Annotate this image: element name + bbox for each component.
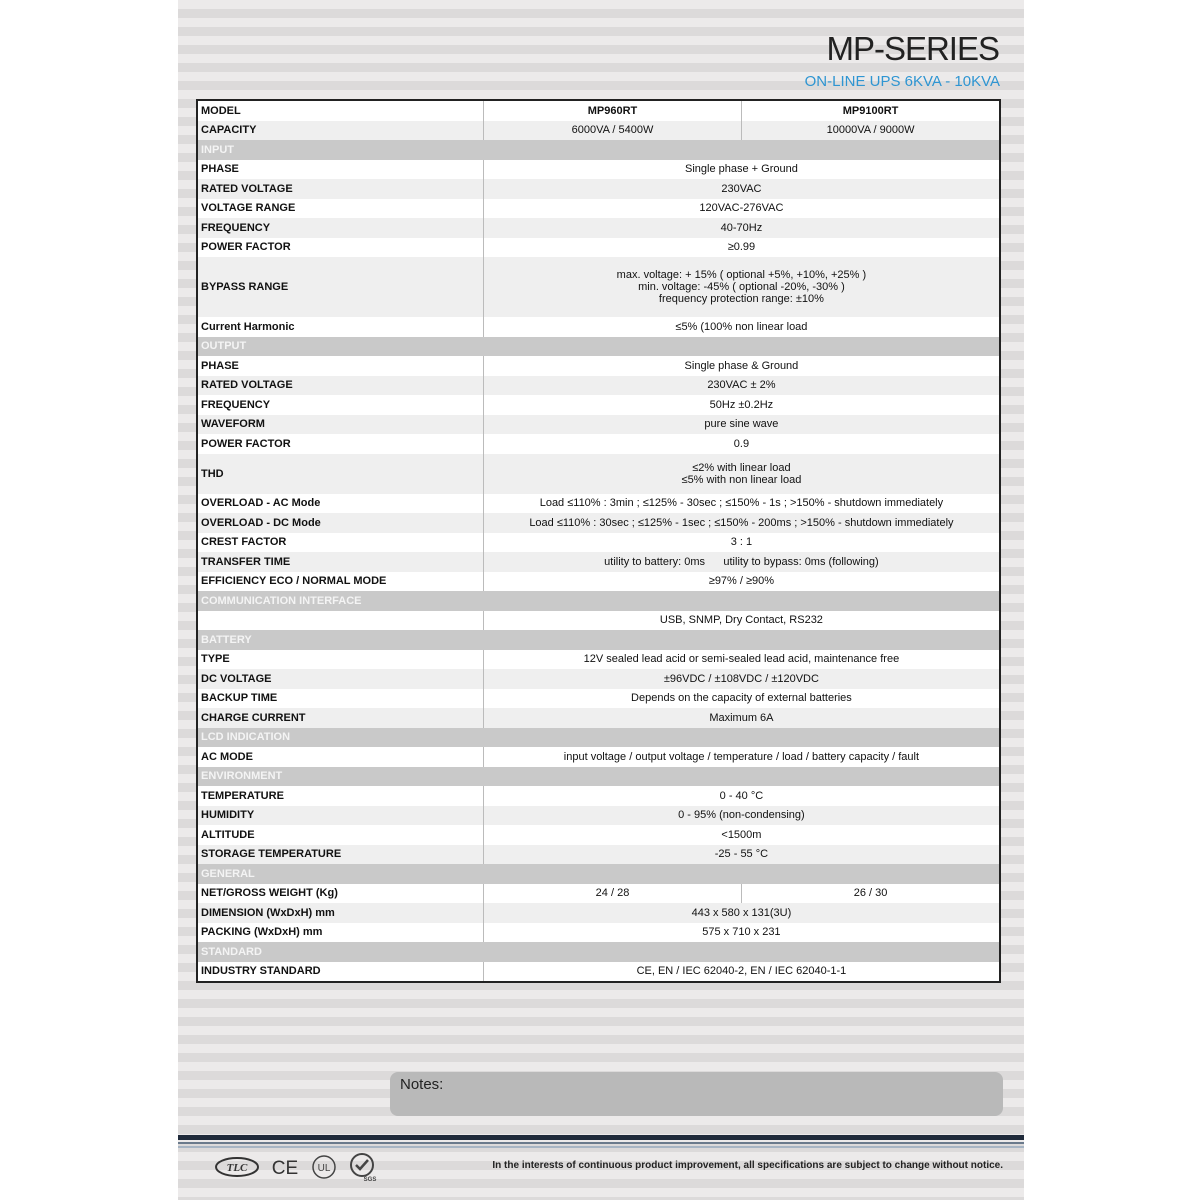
table-row	[197, 356, 1000, 376]
weight-col2: 26 / 30	[742, 884, 1000, 904]
row-value: <1500m	[721, 828, 762, 841]
row-value: 443 x 580 x 131(3U)	[483, 903, 1000, 923]
table-row	[197, 786, 1000, 806]
table-row	[197, 218, 1000, 238]
section-title: COMMUNICATION INTERFACE	[197, 591, 1000, 611]
table-row	[197, 572, 1000, 592]
table-row	[197, 121, 1000, 141]
table-row	[197, 962, 1000, 983]
row-value: utility to battery: 0ms utility to bypass: 0ms (following)	[483, 552, 1000, 572]
row-label	[197, 611, 483, 631]
section-title: ENVIRONMENT	[197, 767, 1000, 787]
table-row	[197, 806, 1000, 826]
table-row	[197, 179, 1000, 199]
row-value: Load ≤110% : 3min ; ≤125% - 30sec ; ≤150% - 1s ; >150% - shutdown immediately	[539, 497, 944, 510]
row-label: POWER FACTOR	[197, 238, 483, 258]
model-col1: MP960RT	[587, 104, 638, 117]
table-row	[197, 199, 1000, 219]
table-row	[197, 923, 1000, 943]
row-label: DC VOLTAGE	[197, 669, 483, 689]
ul-logo-text: UL	[317, 1163, 331, 1174]
table-row	[197, 513, 1000, 533]
row-label: NET/GROSS WEIGHT (Kg)	[197, 884, 483, 904]
row-label: VOLTAGE RANGE	[197, 199, 483, 219]
row-label: TEMPERATURE	[197, 786, 483, 806]
section-header-output	[197, 337, 1000, 357]
row-label: TYPE	[197, 650, 483, 670]
row-label: OVERLOAD - AC Mode	[197, 494, 483, 514]
table-row	[197, 160, 1000, 180]
section-title: INPUT	[197, 140, 1000, 160]
row-value	[483, 257, 1000, 317]
row-label: FREQUENCY	[197, 395, 483, 415]
notes-label: Notes:	[400, 1076, 444, 1093]
row-label: TRANSFER TIME	[197, 552, 483, 572]
row-label: PACKING (WxDxH) mm	[197, 923, 483, 943]
table-row	[197, 650, 1000, 670]
sgs-logo-text: SGS	[363, 1177, 377, 1183]
table-row	[197, 257, 1000, 317]
section-title: BATTERY	[197, 630, 1000, 650]
table-row	[197, 552, 1000, 572]
row-label: MODEL	[197, 100, 483, 121]
table-row	[197, 903, 1000, 923]
row-label: CREST FACTOR	[197, 533, 483, 553]
row-value: 50Hz ±0.2Hz	[709, 398, 774, 411]
weight-col1: 24 / 28	[595, 887, 630, 900]
table-row	[197, 845, 1000, 865]
row-value: ±96VDC / ±108VDC / ±120VDC	[483, 669, 1000, 689]
row-label: BACKUP TIME	[197, 689, 483, 709]
table-row	[197, 884, 1000, 904]
ce-logo-text: CE	[271, 1158, 299, 1178]
section-title: GENERAL	[197, 864, 1000, 884]
row-value: Depends on the capacity of external batteries	[631, 692, 852, 705]
section-header-general	[197, 864, 1000, 884]
row-value: 575 x 710 x 231	[702, 926, 781, 939]
row-value: ≥97% / ≥90%	[708, 575, 775, 588]
notes-box	[390, 1072, 1003, 1116]
table-row	[197, 747, 1000, 767]
section-header-battery	[197, 630, 1000, 650]
tlc-logo-text: TLC	[226, 1162, 248, 1174]
model-col2: MP9100RT	[742, 100, 1000, 121]
table-row	[197, 238, 1000, 258]
row-value: CE, EN / IEC 62040-2, EN / IEC 62040-1-1	[636, 965, 847, 978]
section-title: OUTPUT	[197, 337, 1000, 357]
capacity-col1: 6000VA / 5400W	[483, 121, 741, 141]
ul-mark-icon	[310, 1153, 338, 1181]
page-title: MP-SERIES	[826, 30, 999, 67]
row-label: PHASE	[197, 356, 483, 376]
thd-line: ≤5% with non linear load	[681, 473, 802, 486]
page-subtitle: ON-LINE UPS 6KVA - 10KVA	[804, 73, 1000, 90]
table-row	[197, 611, 1000, 631]
row-label: RATED VOLTAGE	[197, 376, 483, 396]
spec-table	[196, 99, 1001, 983]
section-title: LCD INDICATION	[197, 728, 1000, 748]
footer-divider	[178, 1135, 1024, 1140]
row-label: Current Harmonic	[197, 317, 483, 337]
row-value: Single phase & Ground	[684, 359, 799, 372]
section-title: STANDARD	[197, 942, 1000, 962]
row-value: 0 - 40 °C	[719, 789, 764, 802]
row-label: PHASE	[197, 160, 483, 180]
row-value: 0.9	[733, 437, 750, 450]
row-label: OVERLOAD - DC Mode	[197, 513, 483, 533]
row-value: 3 : 1	[730, 536, 753, 549]
table-row	[197, 454, 1000, 494]
row-label: THD	[197, 454, 483, 494]
row-label: ALTITUDE	[197, 825, 483, 845]
row-label: STORAGE TEMPERATURE	[197, 845, 483, 865]
footer-divider	[178, 1146, 1024, 1148]
row-value: Load ≤110% : 30sec ; ≤125% - 1sec ; ≤150% - 200ms ; >150% - shutdown immediately	[483, 513, 1000, 533]
table-row	[197, 100, 1000, 121]
row-value: ≤5% (100% non linear load	[675, 320, 808, 333]
tlc-logo-icon	[214, 1156, 260, 1178]
bypass-line: frequency protection range: ±10%	[658, 293, 824, 305]
sgs-mark-icon	[348, 1151, 380, 1183]
ce-mark-icon	[270, 1156, 300, 1178]
table-row	[197, 708, 1000, 728]
row-value	[483, 454, 1000, 494]
row-label: FREQUENCY	[197, 218, 483, 238]
row-label: HUMIDITY	[197, 806, 483, 826]
section-header-standard	[197, 942, 1000, 962]
row-value: 0 - 95% (non-condensing)	[483, 806, 1000, 826]
row-label: CHARGE CURRENT	[197, 708, 483, 728]
section-header-lcd	[197, 728, 1000, 748]
row-label: AC MODE	[197, 747, 483, 767]
table-row	[197, 434, 1000, 454]
bypass-line: min. voltage: -45% ( optional -20%, -30% )	[638, 281, 845, 293]
table-row	[197, 395, 1000, 415]
table-row	[197, 494, 1000, 514]
table-row	[197, 689, 1000, 709]
row-value: pure sine wave	[483, 415, 1000, 435]
row-value: 230VAC ± 2%	[483, 376, 1000, 396]
row-label: BYPASS RANGE	[197, 257, 483, 317]
row-value: USB, SNMP, Dry Contact, RS232	[659, 614, 823, 627]
table-row	[197, 317, 1000, 337]
row-label: INDUSTRY STANDARD	[197, 962, 483, 983]
table-row	[197, 376, 1000, 396]
bypass-line: max. voltage: + 15% ( optional +5%, +10%, +25% )	[616, 269, 867, 281]
section-header-communication	[197, 591, 1000, 611]
row-value: 12V sealed lead acid or semi-sealed lead acid, maintenance free	[583, 653, 900, 666]
row-label: RATED VOLTAGE	[197, 179, 483, 199]
row-value: Maximum 6A	[483, 708, 1000, 728]
row-label: DIMENSION (WxDxH) mm	[197, 903, 483, 923]
table-row	[197, 825, 1000, 845]
certification-logos	[214, 1152, 380, 1182]
row-label: POWER FACTOR	[197, 434, 483, 454]
row-value: Single phase + Ground	[685, 163, 798, 176]
row-value: 230VAC	[483, 179, 1000, 199]
row-label: WAVEFORM	[197, 415, 483, 435]
row-value: -25 - 55 °C	[483, 845, 1000, 865]
row-label: EFFICIENCY ECO / NORMAL MODE	[197, 572, 483, 592]
section-header-environment	[197, 767, 1000, 787]
row-value: 40-70Hz	[483, 218, 1000, 238]
footer-divider	[178, 1142, 1024, 1144]
table-row	[197, 669, 1000, 689]
thd-line: ≤2% with linear load	[692, 461, 791, 474]
footer-disclaimer: In the interests of continuous product improvement, all specifications are subject to change without notice.	[492, 1160, 1003, 1171]
row-value: 120VAC-276VAC	[699, 202, 784, 215]
table-row	[197, 533, 1000, 553]
row-label: CAPACITY	[197, 121, 483, 141]
section-header-input	[197, 140, 1000, 160]
table-row	[197, 415, 1000, 435]
capacity-col2: 10000VA / 9000W	[742, 121, 1000, 141]
row-value: input voltage / output voltage / temperature / load / battery capacity / fault	[563, 750, 920, 763]
row-value: ≥0.99	[727, 241, 756, 254]
